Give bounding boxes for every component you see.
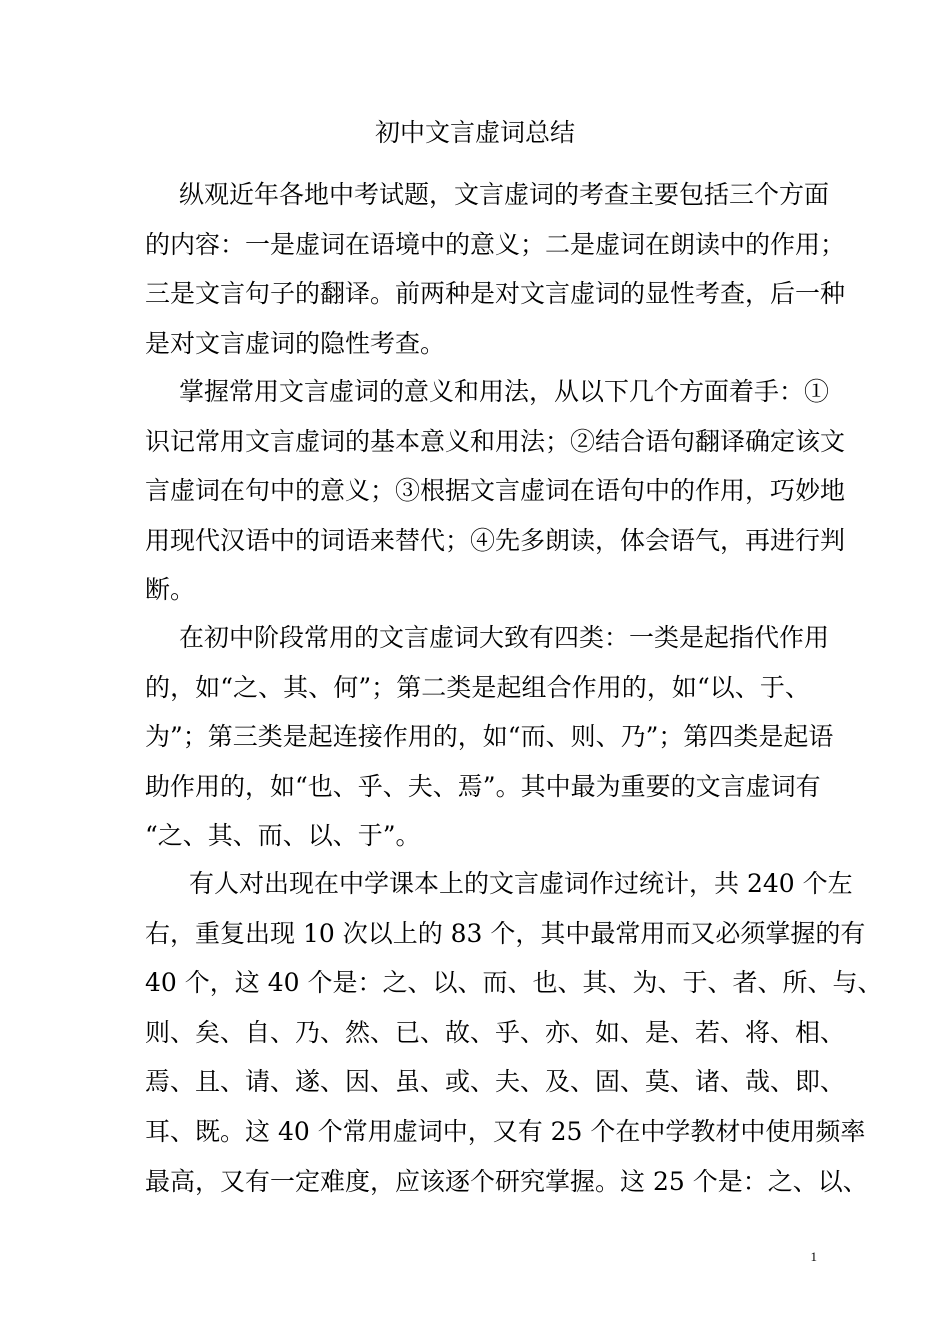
document-title: 初中文言虚词总结 <box>374 118 575 147</box>
paragraph-line: 是对文言虚词的隐性考查。 <box>145 328 446 358</box>
paragraph-line: 则、矣、自、乃、然、已、故、乎、亦、如、是、若、将、相、 <box>145 1017 846 1047</box>
paragraph-3 <box>145 613 834 861</box>
paragraph-line: 在初中阶段常用的文言虚词大致有四类：一类是起指代作用 <box>179 623 830 652</box>
paragraph-line: 识记常用文言虚词的基本意义和用法；②结合语句翻译确定该文 <box>145 426 846 456</box>
paragraph-4 <box>145 859 883 1206</box>
paragraph-line: 的内容：一是虚词在语境中的意义；二是虚词在朗读中的作用； <box>145 229 846 259</box>
paragraph-line: 焉、且、请、遂、因、虽、或、夫、及、固、莫、诸、哉、即、 <box>145 1067 846 1097</box>
paragraph-line: 耳、既。这 40 个常用虚词中，又有 25 个在中学教材中使用频率 <box>145 1116 866 1146</box>
page-number: 1 <box>810 1249 817 1264</box>
paragraph-line: 三是文言句子的翻译。前两种是对文言虚词的显性考查，后一种 <box>145 279 846 309</box>
paragraph-line: 助作用的，如“也、乎、夫、焉”。其中最为重要的文言虚词有 <box>145 771 821 801</box>
paragraph-line: 为”；第三类是起连接作用的，如“而、则、乃”；第四类是起语 <box>145 722 834 752</box>
paragraph-1 <box>145 170 846 368</box>
paragraph-line: 右，重复出现 10 次以上的 83 个，其中最常用而又必须掌握的有 <box>145 918 866 948</box>
paragraph-line: 断。 <box>145 575 196 605</box>
paragraph-line: 言虚词在句中的意义；③根据文言虚词在语句中的作用，巧妙地 <box>145 476 846 506</box>
paragraph-line: 40 个，这 40 个是：之、以、而、也、其、为、于、者、所、与、 <box>145 968 883 998</box>
paragraph-line: 的，如“之、其、何”；第二类是起组合作用的，如“以、于、 <box>145 672 810 702</box>
paragraph-2 <box>145 367 846 615</box>
paragraph-line: “之、其、而、以、于”。 <box>145 821 421 851</box>
paragraph-line: 用现代汉语中的词语来替代；④先多朗读，体会语气，再进行判 <box>145 525 846 555</box>
paragraph-line: 纵观近年各地中考试题，文言虚词的考查主要包括三个方面 <box>179 180 830 209</box>
paragraph-line: 最高，又有一定难度，应该逐个研究掌握。这 25 个是：之、以、 <box>145 1166 868 1196</box>
paragraph-line: 有人对出现在中学课本上的文言虚词作过统计，共 240 个左 <box>189 869 853 898</box>
paragraph-line: 掌握常用文言虚词的意义和用法，从以下几个方面着手：① <box>179 377 830 406</box>
